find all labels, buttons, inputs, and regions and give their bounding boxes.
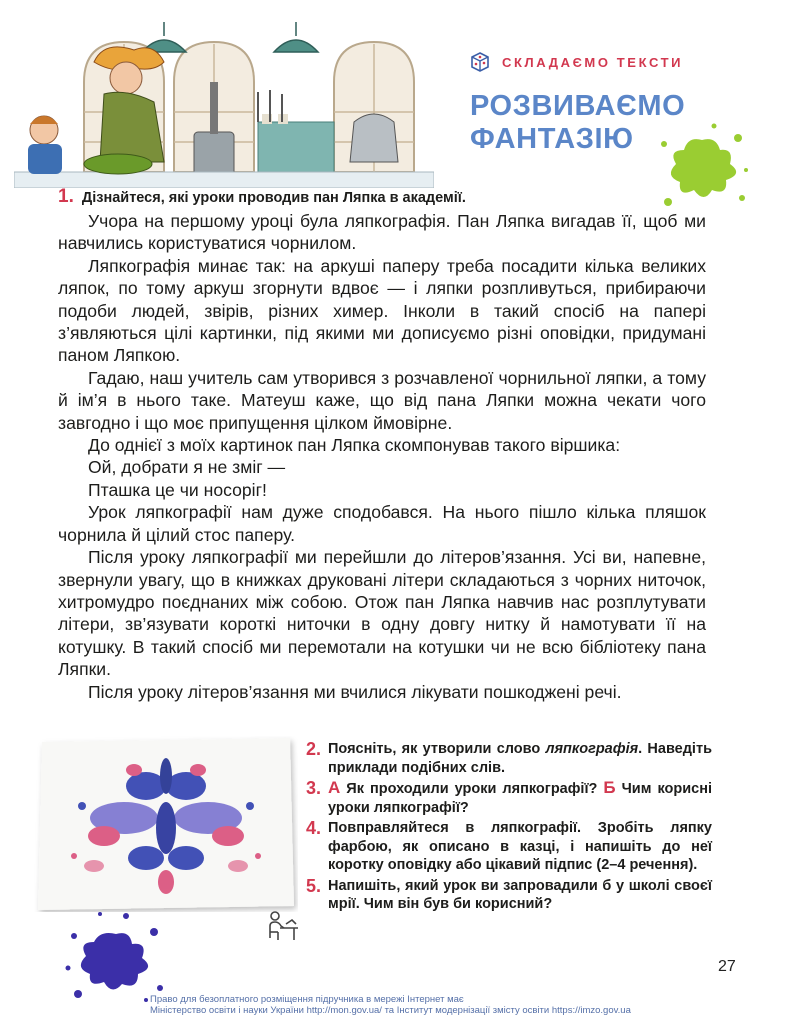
task-4-text: Повправляйтеся в ляпкографії. Зробіть ляпку фарбою, як описано в казці, і напишіть до неї коротку оповідку або цікавий підпис (2–4 речення). bbox=[328, 820, 712, 873]
footer-line-2: Міністерство освіти і науки України http://mon.gov.ua/ та Інститут модернізації змісту освіти https://imzo.gov.ua bbox=[150, 1005, 631, 1016]
task-3-number: 3. bbox=[306, 778, 322, 798]
poem-line-2: Пташка це чи носоріг! bbox=[88, 479, 267, 500]
page-title-line2: ФАНТАЗІЮ bbox=[470, 123, 634, 155]
task-1 bbox=[58, 186, 758, 208]
page-title-line1: РОЗВИВАЄМО bbox=[470, 90, 686, 122]
task-4-number: 4. bbox=[306, 818, 322, 838]
task-1-text: Дізнайтеся, які уроки проводив пан Ляпка в академії. bbox=[81, 190, 466, 206]
task-5 bbox=[306, 877, 712, 914]
story-text bbox=[58, 210, 706, 703]
student-at-desk-icon bbox=[266, 908, 300, 942]
task-4 bbox=[306, 819, 712, 875]
poem-line-1: Ой, добрати я не зміг — bbox=[88, 457, 286, 478]
task-1-number: 1. bbox=[58, 186, 74, 207]
story-paragraph-7: Після уроку літеров’язання ми вчилися лікувати пошкоджені речі. bbox=[88, 681, 622, 702]
task-2-text-start: Поясніть, як утворили слово bbox=[328, 741, 546, 757]
task-5-text: Напишіть, який урок ви запровадили б у школі своєї мрії. Чим він був би корисний? bbox=[328, 877, 712, 912]
task-3-text-a: Як проходили уроки ляпкографії? bbox=[340, 781, 604, 797]
story-paragraph-1: Учора на першому уроці була ляпкографія. Пан Ляпка вигадав її, щоб ми навчились користуватися чорнилом. bbox=[58, 211, 706, 254]
story-paragraph-4: До однієї з моїх картинок пан Ляпка скомпонував такого віршика: bbox=[88, 435, 621, 456]
page-number: 27 bbox=[718, 958, 736, 975]
inkblot-picture bbox=[34, 736, 298, 912]
story-paragraph-3: Гадаю, наш учитель сам утворився з розчавленої чорнильної ляпки, а тому й ім’я в нього таке. Матеуш каже, що від пана Ляпки можна чекати чого завгодно і що моє припущення цілком ймовірне. bbox=[58, 367, 706, 433]
task-3 bbox=[306, 779, 712, 817]
task-2 bbox=[306, 740, 712, 777]
blue-ink-splat bbox=[60, 908, 170, 1004]
task-3-text-b: Чим корисні уроки ляпкографії? bbox=[328, 781, 712, 816]
story-paragraph-5: Урок ляпкографії нам дуже сподобався. На нього пішло кілька пляшок чорнила й цілий стос паперу. bbox=[58, 502, 706, 545]
tasks-list bbox=[306, 740, 712, 916]
kitchen-illustration bbox=[14, 22, 434, 188]
section-label-text: СКЛАДАЄМО ТЕКСТИ bbox=[502, 54, 684, 70]
task-2-text-end: . Наведіть приклади подібних слів. bbox=[328, 741, 712, 776]
section-label bbox=[470, 52, 683, 72]
task-3-letter-b: Б bbox=[603, 778, 616, 797]
dice-icon bbox=[470, 52, 490, 72]
task-2-keyword: ляпкографія bbox=[545, 741, 639, 757]
task-5-number: 5. bbox=[306, 875, 322, 896]
story-paragraph-2: Ляпкографія минає так: на аркуші паперу треба посадити кілька великих ляпок, по тому аркуш згорнути вдвоє — і ляпки розпливуться, прибираючи подоби людей, звірів, різних химер. Інколи в такий спосіб на папері з’являються цілі картинки, під якими ми дописуємо різні оповідки, придумані паном Ляпкою. bbox=[58, 255, 706, 366]
task-2-number: 2. bbox=[306, 739, 322, 759]
copyright-footer bbox=[150, 994, 730, 1016]
task-3-letter-a: А bbox=[328, 778, 341, 797]
story-paragraph-6: Після уроку ляпкографії ми перейшли до літеров’язання. Усі ви, напевне, звернули увагу, що в книжках друковані літери складаються з чорних ниточок, хитромудро поєднаних між собою. Отож пан Ляпка навчив нас розплутувати літери, зв’язувати короткі ниточки в одну довгу нитку й намотувати її на котушку. В такий спосіб ми перемотали на котушки чи не всю бібліотеку пана Ляпки. bbox=[58, 547, 706, 680]
footer-line-1: Право для безоплатного розміщення підручника в мережі Інтернет має bbox=[150, 994, 464, 1005]
